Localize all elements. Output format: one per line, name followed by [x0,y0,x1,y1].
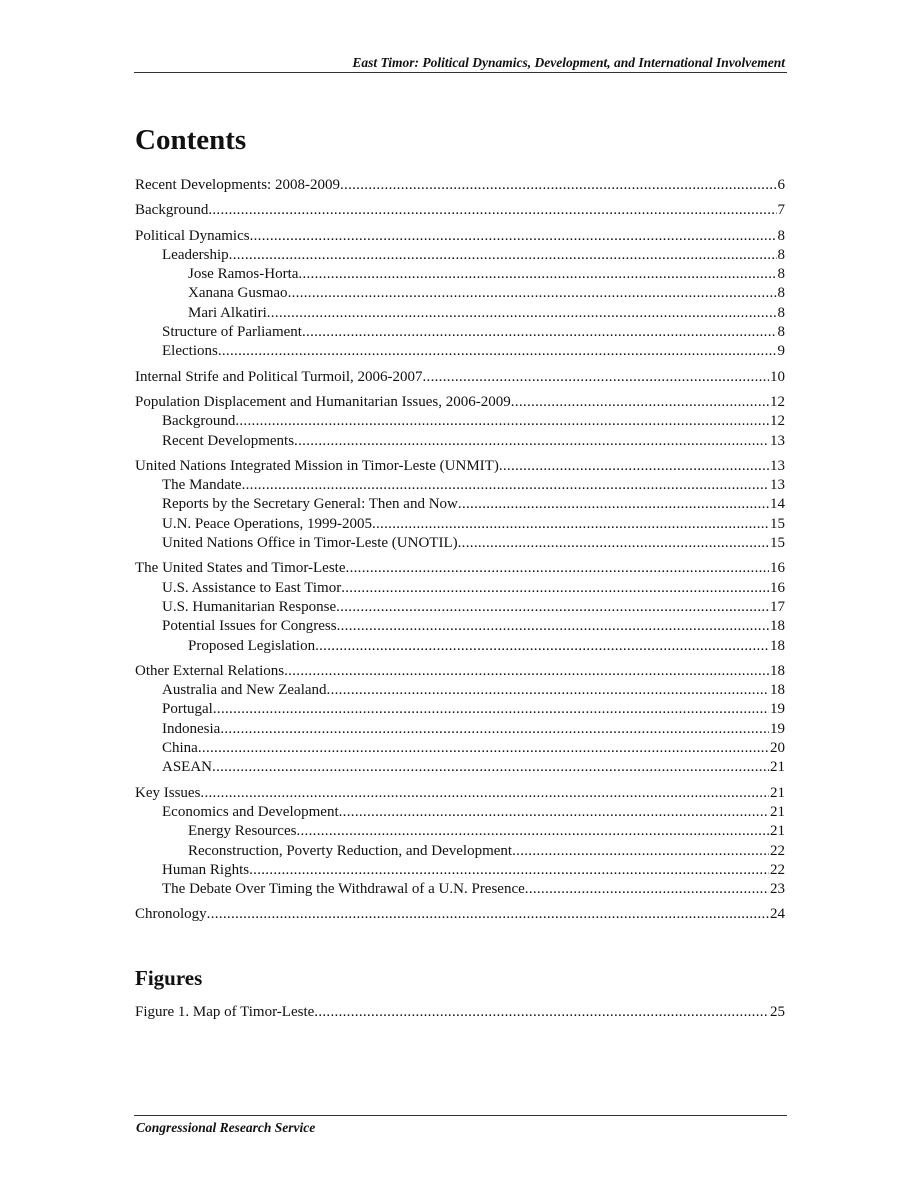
entry-label: Potential Issues for Congress [162,618,337,635]
toc-entry[interactable] [135,803,785,822]
entry-page-number: 18 [770,637,785,654]
entry-page-number: 21 [770,823,785,840]
entry-page-number: 16 [770,579,785,596]
toc-entry[interactable] [135,265,785,284]
dot-leader [213,700,769,719]
entry-label: Energy Resources [188,823,297,840]
toc-entry[interactable] [135,579,785,598]
entry-page-number: 25 [770,1004,785,1020]
toc-entry[interactable] [135,880,785,899]
toc-entry[interactable] [135,598,785,617]
dot-leader [340,176,777,195]
entry-label: Australia and New Zealand [162,682,327,699]
entry-page-number: 23 [770,881,785,898]
entry-page-number: 8 [777,285,785,302]
entry-label: Background [135,202,209,219]
entry-label: Portugal [162,701,213,718]
toc-entry[interactable] [135,861,785,880]
dot-leader [525,880,769,899]
dot-leader [315,637,769,656]
entry-page-number: 17 [770,598,785,615]
dot-leader [422,368,769,387]
entry-page-number: 10 [770,368,785,385]
entry-label: The Debate Over Timing the Withdrawal of a U.N. Presence [162,881,525,898]
toc-entry[interactable] [135,842,785,861]
entry-label: The Mandate [162,477,242,494]
entry-label: Human Rights [162,861,250,878]
entry-label: U.S. Humanitarian Response [162,598,337,615]
toc-entry[interactable] [135,681,785,700]
dot-leader [212,758,769,777]
entry-page-number: 18 [770,618,785,635]
entry-page-number: 16 [770,560,785,577]
entry-label: ASEAN [162,759,213,776]
entry-label: Jose Ramos-Horta [188,266,299,283]
toc-entry[interactable] [135,700,785,719]
toc-entry[interactable] [135,342,785,361]
entry-label: Political Dynamics [135,227,250,244]
dot-leader [284,662,769,681]
dot-leader [288,284,777,303]
list-of-figures [135,1003,785,1022]
dot-leader [346,559,769,578]
entry-page-number: 14 [770,496,785,513]
toc-entry[interactable] [135,617,785,636]
entry-page-number: 22 [770,842,785,859]
toc-entry[interactable] [135,822,785,841]
table-of-contents [135,176,785,925]
entry-page-number: 8 [777,324,785,341]
entry-page-number: 15 [770,515,785,532]
toc-entry[interactable] [135,227,785,246]
dot-leader [339,803,769,822]
entry-label: Recent Developments [162,432,295,449]
entry-label: Proposed Legislation [188,637,316,654]
toc-entry[interactable] [135,720,785,739]
dot-leader [242,476,769,495]
entry-label: Figure 1. Map of Timor-Leste [135,1004,315,1020]
dot-leader [512,842,769,861]
entry-page-number: 8 [777,266,785,283]
toc-entry[interactable] [135,784,785,803]
entry-page-number: 21 [770,784,785,801]
entry-page-number: 18 [770,682,785,699]
dot-leader [336,598,769,617]
entry-page-number: 20 [770,740,785,757]
dot-leader [294,432,769,451]
dot-leader [511,393,769,412]
entry-label: Chronology [135,906,207,923]
entry-label: U.S. Assistance to East Timor [162,579,342,596]
dot-leader [458,495,769,514]
entry-page-number: 13 [770,457,785,474]
toc-entry[interactable] [135,393,785,412]
entry-label: The United States and Timor-Leste [135,560,346,577]
entry-label: Reconstruction, Poverty Reduction, and Development [188,842,513,859]
dot-leader [229,246,777,265]
toc-entry[interactable] [135,662,785,681]
toc-entry[interactable] [135,304,785,323]
entry-page-number: 24 [770,906,785,923]
dot-leader [235,412,769,431]
dot-leader [200,784,769,803]
toc-entry[interactable] [135,559,785,578]
entry-page-number: 8 [777,304,785,321]
figure-entry[interactable] [135,1003,785,1022]
toc-entry[interactable] [135,637,785,656]
entry-page-number: 12 [770,413,785,430]
entry-label: Elections [162,343,218,360]
toc-entry[interactable] [135,201,785,220]
footer-text: Congressional Research Service [136,1120,316,1135]
entry-label: Structure of Parliament [162,324,302,341]
entry-label: Economics and Development [162,803,339,820]
dot-leader [298,265,776,284]
entry-label: Background [162,413,236,430]
entry-label: Other External Relations [135,662,285,679]
entry-page-number: 19 [770,720,785,737]
running-header-title: East Timor: Political Dynamics, Development, and International Involvement [352,55,785,70]
entry-page-number: 21 [770,759,785,776]
entry-page-number: 7 [777,202,785,219]
dot-leader [337,617,769,636]
dot-leader [267,304,777,323]
dot-leader [314,1003,769,1022]
dot-leader [250,227,777,246]
entry-page-number: 8 [777,227,785,244]
dot-leader [499,457,769,476]
dot-leader [327,681,769,700]
toc-entry[interactable] [135,284,785,303]
dot-leader [207,905,769,924]
dot-leader [198,739,769,758]
entry-label: Mari Alkatiri [188,304,267,321]
entry-label: Population Displacement and Humanitarian Issues, 2006-2009 [135,393,511,410]
entry-page-number: 8 [777,246,785,263]
dot-leader [249,861,769,880]
entry-label: United Nations Office in Timor-Leste (UNOTIL) [162,535,458,552]
dot-leader [302,323,777,342]
toc-entry[interactable] [135,176,785,195]
entry-label: Leadership [162,246,229,263]
entry-label: Internal Strife and Political Turmoil, 2006-2007 [135,368,423,385]
footer-rule [134,1115,787,1116]
entry-page-number: 12 [770,393,785,410]
figures-heading: Figures [135,966,203,990]
entry-page-number: 22 [770,861,785,878]
toc-entry[interactable] [135,368,785,387]
header-rule [134,72,787,73]
dot-leader [458,534,769,553]
dot-leader [341,579,769,598]
dot-leader [218,342,777,361]
entry-page-number: 9 [777,343,785,360]
entry-label: Reports by the Secretary General: Then and Now [162,496,458,513]
dot-leader [208,201,776,220]
entry-page-number: 21 [770,803,785,820]
toc-entry[interactable] [135,739,785,758]
dot-leader [296,822,769,841]
entry-label: Indonesia [162,720,221,737]
toc-entry[interactable] [135,412,785,431]
toc-entry[interactable] [135,515,785,534]
entry-page-number: 13 [770,432,785,449]
entry-label: U.N. Peace Operations, 1999-2005 [162,515,372,532]
entry-label: United Nations Integrated Mission in Timor-Leste (UNMIT) [135,457,499,474]
dot-leader [372,515,769,534]
entry-label: Key Issues [135,784,201,801]
toc-entry[interactable] [135,534,785,553]
toc-entry[interactable] [135,432,785,451]
toc-entry[interactable] [135,476,785,495]
toc-entry[interactable] [135,905,785,924]
contents-heading: Contents [135,124,247,156]
toc-entry[interactable] [135,246,785,265]
toc-entry[interactable] [135,495,785,514]
entry-page-number: 18 [770,662,785,679]
toc-entry[interactable] [135,323,785,342]
entry-page-number: 15 [770,535,785,552]
entry-page-number: 19 [770,701,785,718]
entry-label: China [162,740,198,757]
entry-page-number: 13 [770,477,785,494]
dot-leader [220,720,769,739]
entry-label: Recent Developments: 2008-2009 [135,177,340,193]
toc-entry[interactable] [135,457,785,476]
entry-page-number: 6 [777,177,785,193]
toc-entry[interactable] [135,758,785,777]
entry-label: Xanana Gusmao [188,285,288,302]
